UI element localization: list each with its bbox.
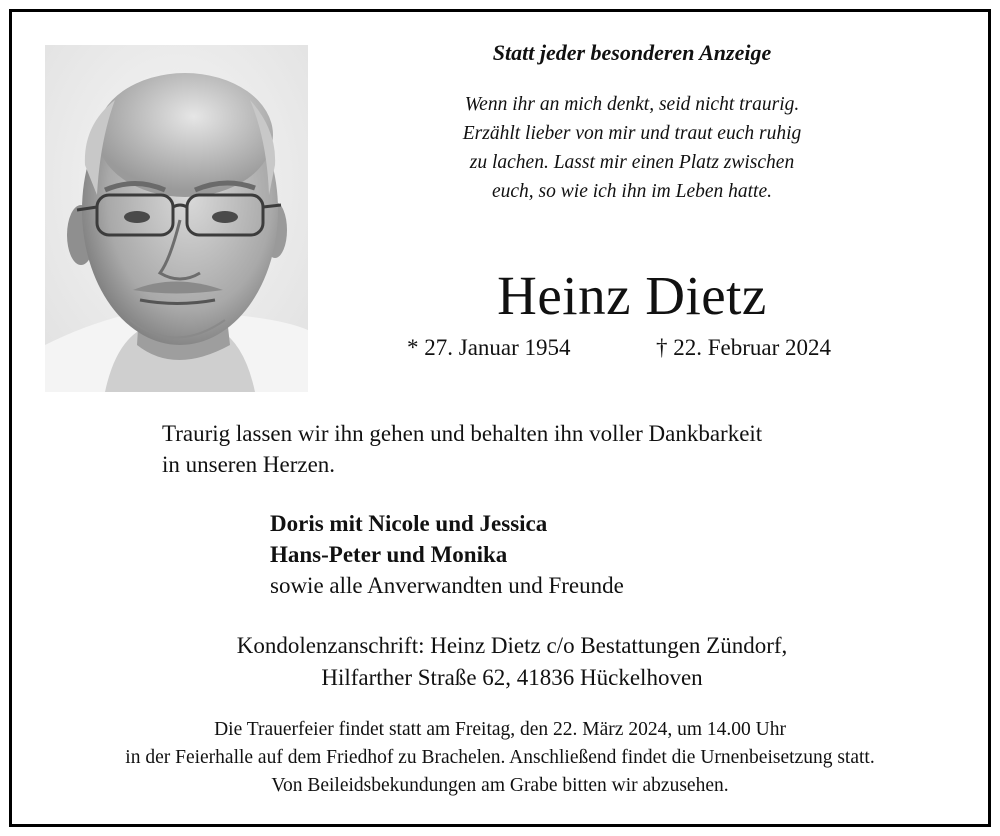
notice-heading: Statt jeder besonderen Anzeige (492, 40, 772, 65)
mourner-others: sowie alle Anverwandten und Freunde (270, 573, 624, 598)
poem-line: zu lachen. Lasst mir einen Platz zwischen (469, 152, 795, 173)
mourners-list (270, 508, 624, 601)
birth-date: * 27. Januar 1954 (407, 335, 571, 360)
farewell-line: in unseren Herzen. (162, 452, 336, 477)
portrait-photo (45, 45, 308, 392)
service-line: Die Trauerfeier findet statt am Freitag, den 22. März 2024, um 14.00 Uhr (214, 719, 786, 740)
condolence-line: Hilfarther Straße 62, 41836 Hückelhoven (321, 665, 703, 690)
memorial-poem (392, 90, 872, 206)
farewell-line: Traurig lassen wir ihn gehen und behalten ihn voller Dankbarkeit (162, 421, 763, 446)
portrait-illustration (45, 45, 308, 392)
service-line: Von Beileidsbekundungen am Grabe bitten wir abzusehen. (271, 775, 729, 796)
poem-line: Erzählt lieber von mir und traut euch ruhig (462, 123, 802, 144)
mourner-name: Doris mit Nicole und Jessica (270, 511, 548, 536)
farewell-text (162, 418, 762, 480)
funeral-service-info (22, 716, 978, 800)
death-date: † 22. Februar 2024 (656, 335, 832, 360)
mourner-name: Hans-Peter und Monika (270, 542, 508, 567)
condolence-address (112, 630, 912, 694)
poem-line: euch, so wie ich ihn im Leben hatte. (492, 181, 772, 202)
obituary-notice (9, 9, 991, 827)
deceased-name: Heinz Dietz (497, 265, 767, 326)
condolence-line: Kondolenzanschrift: Heinz Dietz c/o Bestattungen Zündorf, (236, 633, 788, 658)
poem-line: Wenn ihr an mich denkt, seid nicht traurig. (464, 94, 800, 115)
service-line: in der Feierhalle auf dem Friedhof zu Brachelen. Anschließend findet die Urnenbeisetzung statt. (125, 747, 875, 768)
